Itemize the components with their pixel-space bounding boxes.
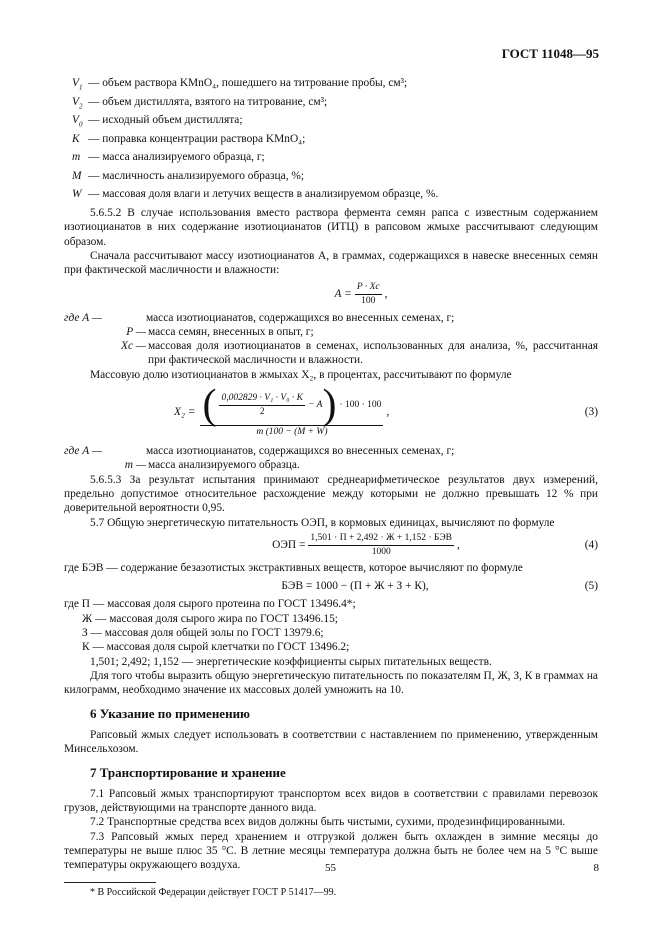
formula-a-lhs: A = <box>334 287 352 300</box>
where-description: масса анализируемого образца. <box>148 459 300 472</box>
where-row <box>64 444 598 458</box>
where-list-x2 <box>64 444 598 473</box>
formula-a-numerator: P · Xc <box>355 282 382 295</box>
symbol: $V_0$ <box>72 114 83 129</box>
paragraph-57: 5.7 Общую энергетическую питательность ОЭП, в кормовых единицах, вычисляют по формуле <box>90 516 555 529</box>
symbol-definition-text: — массовая доля влаги и летучих веществ в анализируемом образце, %. <box>88 188 439 201</box>
symbol: W <box>72 188 82 201</box>
symbol-definition-text: — поправка концентрации раствора KMnO₄; <box>88 132 306 145</box>
formula-3-close-brace: ) <box>322 382 337 429</box>
symbol-definition-text: — масса анализируемого образца, г; <box>88 151 265 164</box>
where-list-a <box>64 311 598 368</box>
section-7-paragraph-1: 7.1 Рапсовый жмых транспортируют транспортом всех видов в соответствии с правилами перевозок грузов, действующими на транспорте данного вида. <box>64 787 598 814</box>
section-7-title: 7 Транспортирование и хранение <box>90 765 286 781</box>
where-row <box>64 311 598 325</box>
symbol-definition-row <box>64 169 598 188</box>
formula-4 <box>64 533 598 558</box>
document-code: ГОСТ 11048—95 <box>501 46 599 61</box>
section-6-title: 6 Указание по применению <box>90 706 250 722</box>
paragraph-express: Для того чтобы выразить общую энергетическую питательность по показателям П, Ж, З, К в граммах на килограмм, необходимо значение их массовых долей умножить на 10. <box>64 669 598 697</box>
where-symbol: P — <box>126 325 146 338</box>
formula-3-number: (3) <box>584 405 598 418</box>
footnote-separator <box>64 882 156 883</box>
formula-a-tail: , <box>384 287 388 300</box>
paragraph-mass-a: Сначала рассчитывают массу изотиоцианатов A, в граммах, содержащихся в навеске внесенных семян при фактической масличности и влажности: <box>64 249 598 277</box>
formula-5-expression: БЭВ = 1000 − (П + Ж + З + К), <box>281 580 429 593</box>
formula-a <box>124 282 598 307</box>
where-description: массовая доля изотиоцианатов в семенах, использованных для анализа, %, рассчитанная при фактической масличности и влажности. <box>148 340 598 367</box>
formula-3 <box>64 382 598 438</box>
symbol-definitions <box>64 76 598 206</box>
symbol: K <box>72 132 80 145</box>
where-row <box>64 458 598 472</box>
formula-3-open-brace: ( <box>202 382 217 429</box>
where-symbol: где A — <box>64 311 102 324</box>
paragraph-mass-x2: Массовую долю изотиоцианатов в жмыхах X₂, в процентах, рассчитывают по формуле <box>90 368 512 381</box>
formula-3-tail: , <box>386 405 390 418</box>
page-number-center: 55 <box>325 862 336 874</box>
symbol-definition-row <box>64 113 598 132</box>
formula-3-inner-numerator: 0,002829 · V₁ · V₀ · K <box>219 393 305 406</box>
where-description: масса семян, внесенных в опыт, г; <box>148 325 314 338</box>
formula-4-tail: , <box>456 539 460 552</box>
symbol-definition-row <box>64 76 598 95</box>
symbol-definition-text: — объем раствора KMnO₄, пошедшего на титрование пробы, см³; <box>88 77 408 89</box>
formula-5 <box>64 579 598 593</box>
section-6-text: Рапсовый жмых следует использовать в соответствии с наставлением по применению, утвержденным Минсельхозом. <box>64 728 598 756</box>
formula-a-fraction <box>355 282 382 307</box>
symbol: m <box>72 151 81 164</box>
where-row <box>64 339 598 368</box>
where-symbol: Xc — <box>121 340 146 353</box>
symbol: $V_1$ <box>72 77 83 92</box>
formula-3-multiplier: · 100 · 100 <box>339 399 382 410</box>
content <box>64 76 598 899</box>
where-row: где П — массовая доля сырого протеина по ГОСТ 13496.4*; <box>64 598 356 611</box>
where-row: З — массовая доля общей золы по ГОСТ 13979.6; <box>82 626 324 639</box>
symbol-definition-row <box>64 187 598 206</box>
symbol-definition-text: — масличность анализируемого образца, %; <box>88 169 305 182</box>
where-description: масса изотиоцианатов, содержащихся во внесенных семенах, г; <box>146 311 455 324</box>
formula-a-denominator: 100 <box>361 295 376 306</box>
section-7-paragraph-2: 7.2 Транспортные средства всех видов должны быть чистыми, сухими, продезинфицированными. <box>90 816 566 829</box>
where-symbol: где A — <box>64 445 102 458</box>
formula-3-lhs: X₂ = <box>174 405 196 418</box>
where-row: 1,501; 2,492; 1,152 — энергетические коэффициенты сырых питательных веществ. <box>90 655 492 668</box>
where-row: Ж — массовая доля сырого жира по ГОСТ 13496.15; <box>82 612 338 625</box>
section-7-paragraph-3: 7.3 Рапсовый жмых перед хранением и отгрузкой должен быть охлажден в зимние месяцы до температуры не выше плюс 35 °С. В летние месяцы температура должна быть не более чем на 5 °С выше температуры окружающего воздуха. <box>64 830 598 872</box>
symbol-definition-text: — объем дистиллята, взятого на титрование, см³; <box>88 95 328 108</box>
page-number-right: 8 <box>593 862 599 874</box>
symbol: M <box>72 169 82 182</box>
where-symbol: m — <box>124 459 146 472</box>
symbol-definition-row <box>64 132 598 151</box>
symbol-definition-row <box>64 150 598 169</box>
formula-4-fraction <box>308 533 454 558</box>
formula-4-denominator: 1000 <box>371 546 391 557</box>
paragraph-bev: где БЭВ — содержание безазотистых экстрактивных веществ, которое вычисляют по формуле <box>64 561 523 574</box>
formula-4-number: (4) <box>584 539 598 552</box>
formula-3-inner-fraction <box>219 393 305 418</box>
where-row <box>64 325 598 339</box>
paragraph-5652: 5.6.5.2 В случае использования вместо раствора фермента семян рапса с известным содержанием изотиоцианатов в них содержание изотиоцианатов (ИТЦ) в рапсовом жмыхе рассчитывают следующим образом. <box>64 207 598 248</box>
symbol: $V_2$ <box>72 95 83 110</box>
where-description: масса изотиоцианатов, содержащихся во внесенных семенах, г; <box>146 445 455 458</box>
symbol-definition-text: — исходный объем дистиллята; <box>88 114 243 127</box>
formula-5-number: (5) <box>584 580 598 593</box>
where-row: К — массовая доля сырой клетчатки по ГОСТ 13496.2; <box>82 641 350 654</box>
formula-3-numerator <box>200 382 383 429</box>
footnote: * В Российской Федерации действует ГОСТ Р 51417—99. <box>90 887 337 899</box>
formula-3-fraction <box>200 382 383 438</box>
formula-3-minus-a: − A <box>308 399 323 410</box>
formula-4-lhs: ОЭП = <box>272 539 306 552</box>
formula-4-numerator: 1,501 · П + 2,492 · Ж + 1,152 · БЭВ <box>308 533 454 546</box>
where-list-oep <box>64 597 598 668</box>
symbol-definition-row <box>64 95 598 114</box>
formula-3-inner-denominator: 2 <box>259 406 265 417</box>
paragraph-5653: 5.6.5.3 За результат испытания принимают среднеарифметическое результатов двух измерений, предельно допустимое относительное расхождение между которыми не должно превышать 12 % при доверительной вероятности 0,95. <box>64 473 598 515</box>
formula-3-denominator: m (100 − (M + W) <box>256 427 328 438</box>
